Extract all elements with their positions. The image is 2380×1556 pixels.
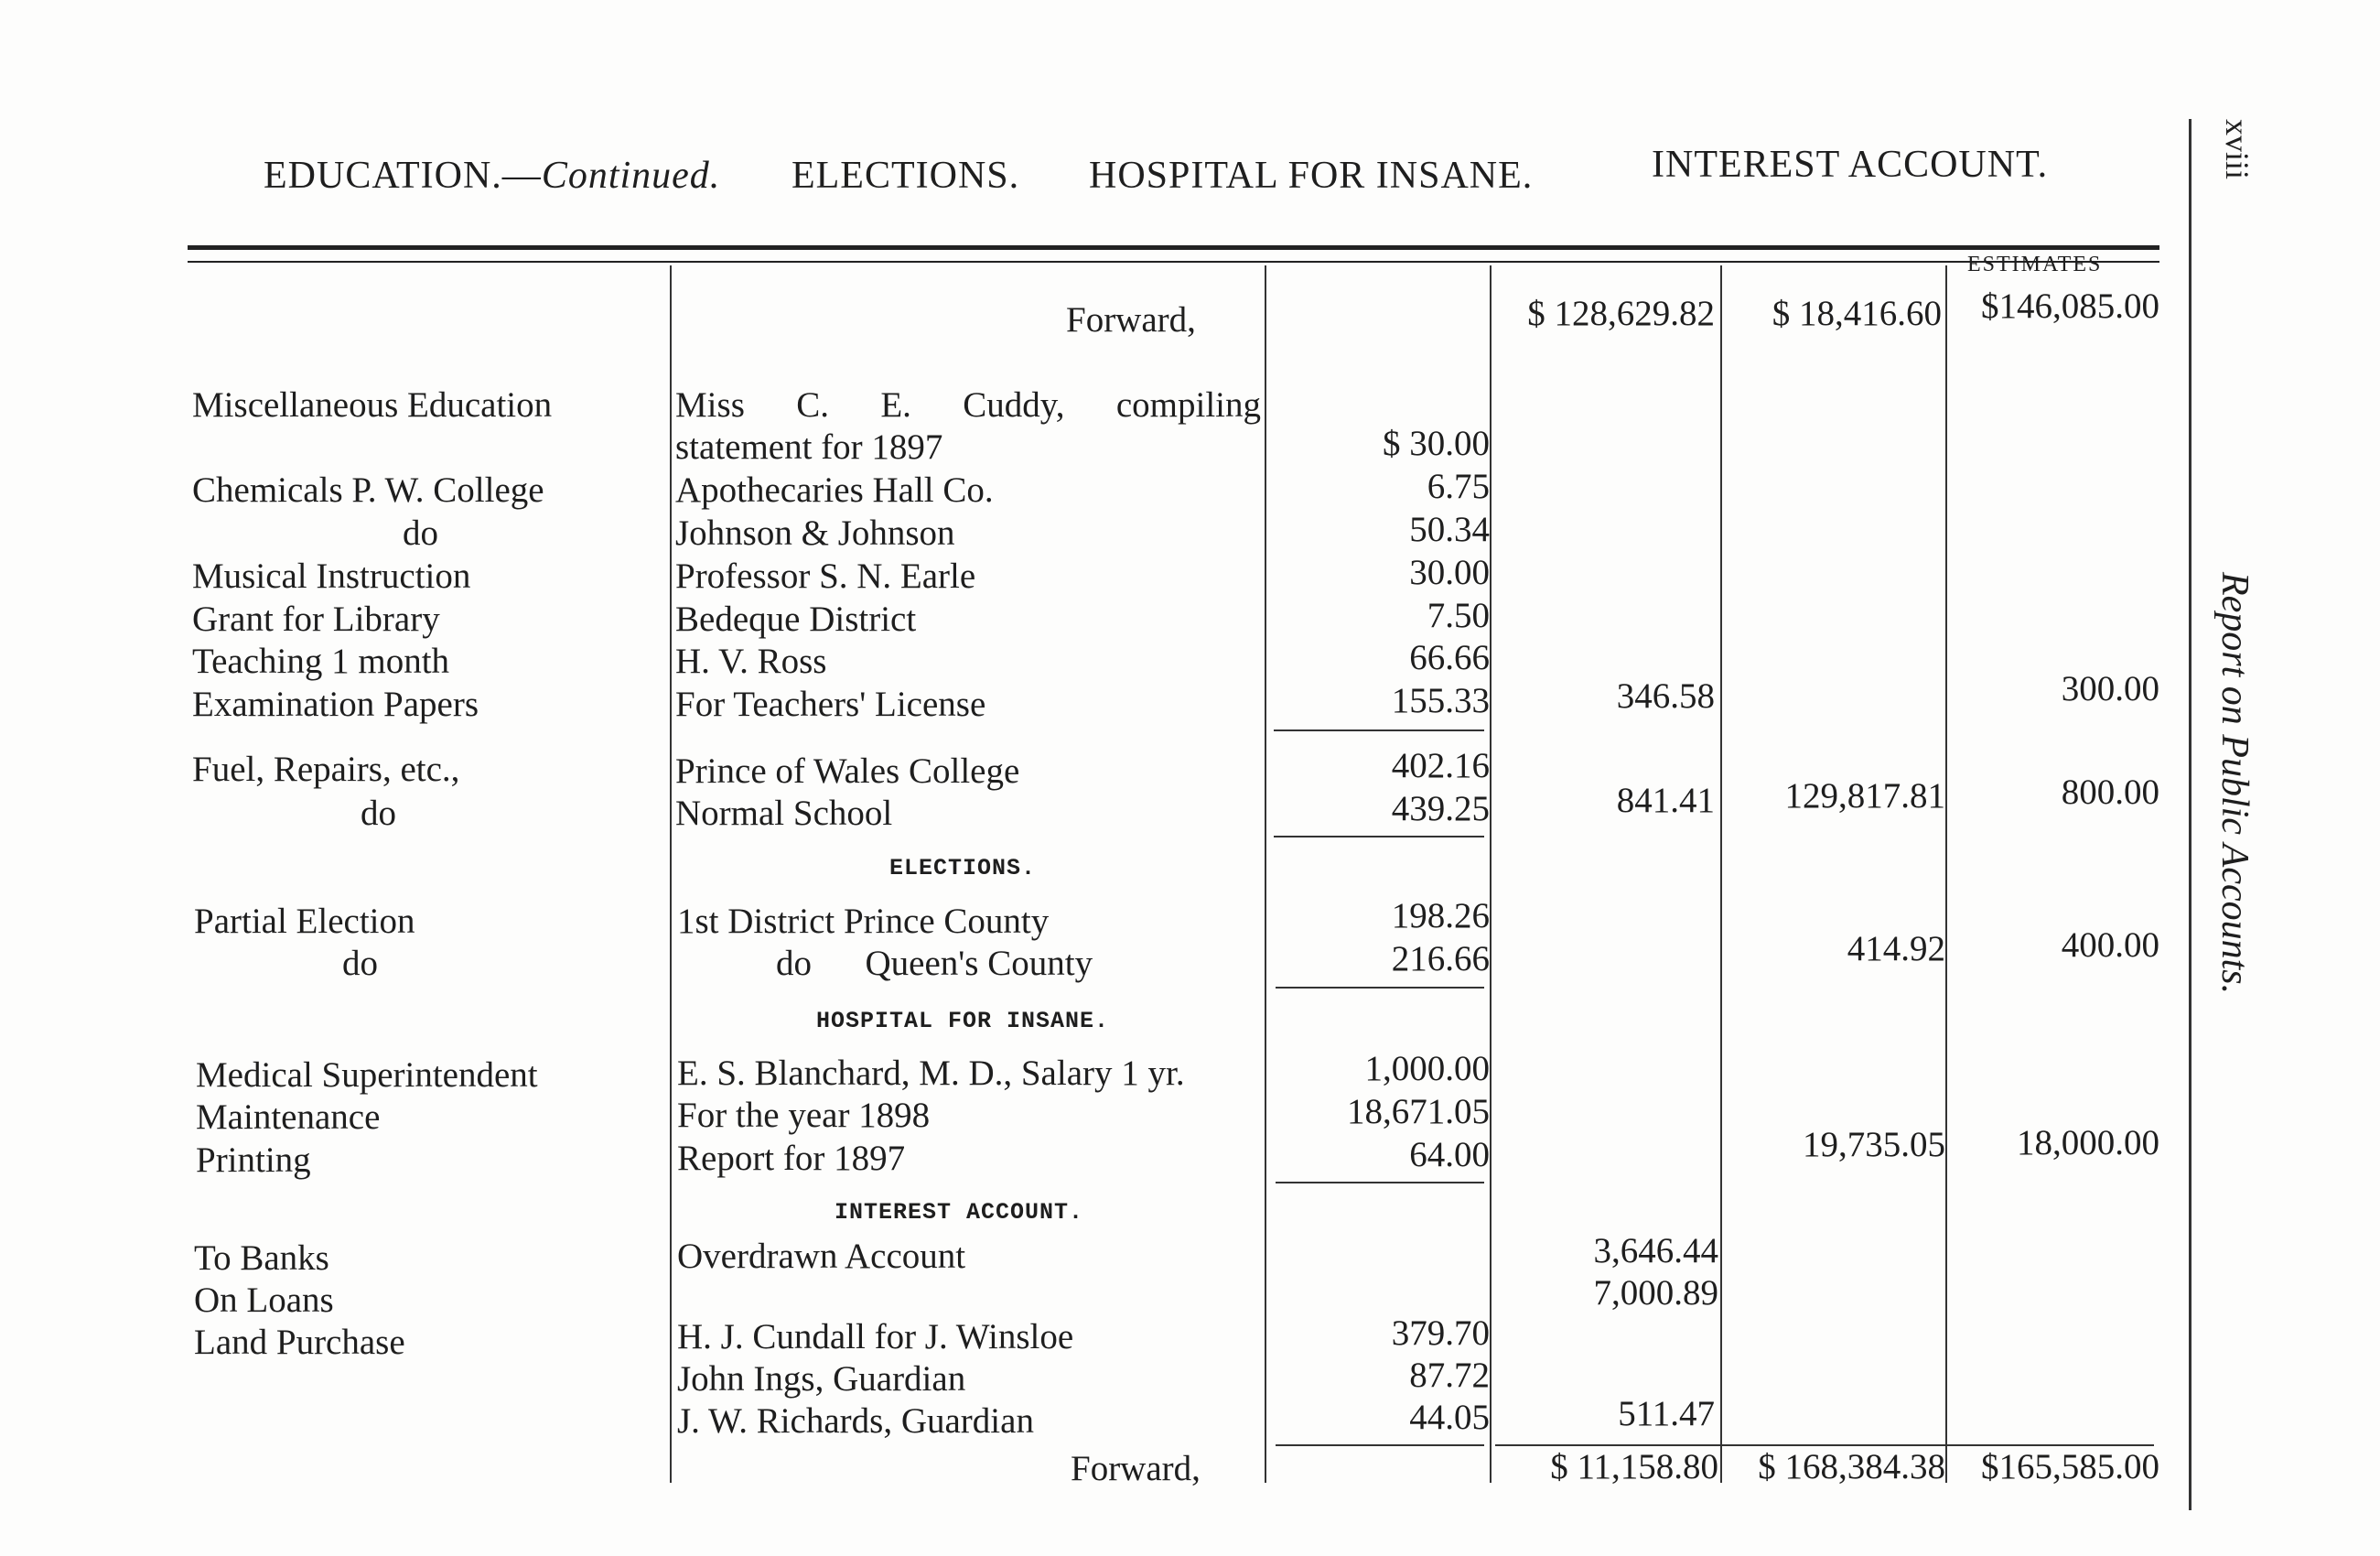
row-amount: 18,671.05 xyxy=(1347,1092,1490,1131)
row-desc: Miscellaneous Education xyxy=(192,385,553,425)
col-line-3 xyxy=(1490,265,1492,1483)
row-desc: To Banks xyxy=(194,1238,329,1278)
row-payee: Overdrawn Account xyxy=(677,1237,966,1276)
row-payee: 1st District Prince County xyxy=(677,902,1050,941)
subtotal-rule xyxy=(1274,836,1484,837)
forward-top-col4: $146,085.00 xyxy=(1981,286,2159,326)
row-desc: Medical Superintendent xyxy=(196,1055,538,1095)
section-elections: ELECTIONS. xyxy=(889,855,1037,881)
row-payee: H. J. Cundall for J. Winsloe xyxy=(677,1317,1074,1356)
forward-top-label: Forward, xyxy=(1066,300,1196,340)
row-amount: 87.72 xyxy=(1409,1356,1490,1395)
col-line-2 xyxy=(1265,265,1266,1483)
row-amount: 379.70 xyxy=(1391,1313,1490,1353)
row-desc: Printing xyxy=(196,1140,311,1180)
col-line-1 xyxy=(670,265,672,1483)
estimates-label: ESTIMATES xyxy=(1967,253,2103,276)
row-amount: 402.16 xyxy=(1391,746,1490,785)
row-payee: Johnson & Johnson xyxy=(675,513,955,553)
row-payee: John Ings, Guardian xyxy=(677,1359,966,1399)
row-desc: Grant for Library xyxy=(192,600,440,639)
row-amount: 439.25 xyxy=(1391,789,1490,828)
row-amount: 155.33 xyxy=(1391,681,1490,720)
header-education: EDUCATION.—Continued. xyxy=(264,155,721,197)
elections-total-col4: 400.00 xyxy=(2061,925,2159,965)
forward-bottom-col3: $ 168,384.38 xyxy=(1758,1447,1945,1486)
fuel-total-col2: 841.41 xyxy=(1616,781,1715,820)
row-amount: 44.05 xyxy=(1409,1398,1490,1437)
row-desc: Fuel, Repairs, etc., xyxy=(192,750,460,789)
row-amount: $ 30.00 xyxy=(1383,424,1490,463)
row-payee: For the year 1898 xyxy=(677,1096,931,1135)
row-payee: Prince of Wales College xyxy=(675,751,1020,791)
misc-total-col2: 346.58 xyxy=(1616,676,1715,716)
row-desc: Partial Election xyxy=(194,902,415,941)
row-payee: H. V. Ross xyxy=(675,642,827,681)
row-amount: 1,000.00 xyxy=(1364,1049,1490,1088)
row-desc: Land Purchase xyxy=(194,1323,405,1362)
side-page-number: xviii xyxy=(2219,119,2256,180)
row-desc: Teaching 1 month xyxy=(192,642,450,681)
forward-top-col3: $ 18,416.60 xyxy=(1772,294,1942,333)
bottom-rule-amount xyxy=(1276,1444,1484,1446)
row-amount: 6.75 xyxy=(1427,467,1490,506)
row-desc: Maintenance xyxy=(196,1097,381,1137)
elections-total-col3: 414.92 xyxy=(1847,929,1945,968)
loans-total-col2: 7,000.89 xyxy=(1593,1273,1718,1313)
row-desc: do xyxy=(361,794,396,833)
row-desc: do xyxy=(342,944,378,983)
forward-bottom-col4: $165,585.00 xyxy=(1981,1447,2159,1486)
top-rule-thin xyxy=(188,261,2159,263)
row-payee: Report for 1897 xyxy=(677,1139,906,1178)
row-amount: 64.00 xyxy=(1409,1135,1490,1174)
row-desc: Chemicals P. W. College xyxy=(192,470,544,510)
row-amount: 216.66 xyxy=(1391,939,1490,978)
row-payee: do Queen's County xyxy=(776,944,1093,983)
header-interest: INTEREST ACCOUNT. xyxy=(1652,144,2049,186)
top-rule-thick xyxy=(188,245,2159,250)
fuel-total-col4: 800.00 xyxy=(2061,773,2159,812)
row-payee: E. S. Blanchard, M. D., Salary 1 yr. xyxy=(677,1054,1185,1093)
forward-bottom-label: Forward, xyxy=(1071,1449,1201,1488)
row-payee: Bedeque District xyxy=(675,600,917,639)
row-desc: On Loans xyxy=(194,1280,334,1320)
header-elections: ELECTIONS. xyxy=(792,155,1020,197)
forward-bottom-col2: $ 11,158.80 xyxy=(1550,1447,1718,1486)
col-line-5 xyxy=(1945,265,1947,1483)
side-margin-line xyxy=(2189,119,2192,1510)
row-amount: 30.00 xyxy=(1409,553,1490,592)
row-payee: statement for 1897 xyxy=(675,427,943,467)
row-payee: Professor S. N. Earle xyxy=(675,556,976,596)
subtotal-rule xyxy=(1276,987,1484,989)
header-continued: Continued. xyxy=(541,155,721,197)
row-payee: Normal School xyxy=(675,794,893,833)
row-amount: 198.26 xyxy=(1391,896,1490,935)
section-hospital: HOSPITAL FOR INSANE. xyxy=(816,1008,1110,1034)
forward-top-col2: $ 128,629.82 xyxy=(1527,294,1715,333)
banks-total-col2: 3,646.44 xyxy=(1593,1231,1718,1270)
subtotal-rule xyxy=(1276,1182,1484,1183)
row-desc: Musical Instruction xyxy=(192,556,471,596)
row-payee: J. W. Richards, Guardian xyxy=(677,1401,1034,1441)
row-amount: 66.66 xyxy=(1409,638,1490,677)
row-amount: 50.34 xyxy=(1409,510,1490,549)
fuel-total-col3: 129,817.81 xyxy=(1784,776,1945,816)
land-total-col2: 511.47 xyxy=(1618,1394,1715,1433)
subtotal-rule xyxy=(1274,729,1484,731)
section-interest: INTEREST ACCOUNT. xyxy=(835,1199,1084,1226)
header-hospital: HOSPITAL FOR INSANE. xyxy=(1089,155,1534,197)
hospital-total-col4: 18,000.00 xyxy=(2017,1123,2159,1162)
row-desc: do xyxy=(403,513,438,553)
row-payee: For Teachers' License xyxy=(675,685,986,724)
row-payee: Apothecaries Hall Co. xyxy=(675,470,994,510)
row-amount: 7.50 xyxy=(1427,596,1490,635)
side-title: Report on Public Accounts. xyxy=(2213,572,2256,995)
misc-total-col4: 300.00 xyxy=(2061,669,2159,708)
row-payee: Miss C. E. Cuddy, compiling xyxy=(675,385,1261,425)
col-line-4 xyxy=(1720,265,1722,1483)
hospital-total-col3: 19,735.05 xyxy=(1803,1125,1945,1164)
row-desc: Examination Papers xyxy=(192,685,479,724)
